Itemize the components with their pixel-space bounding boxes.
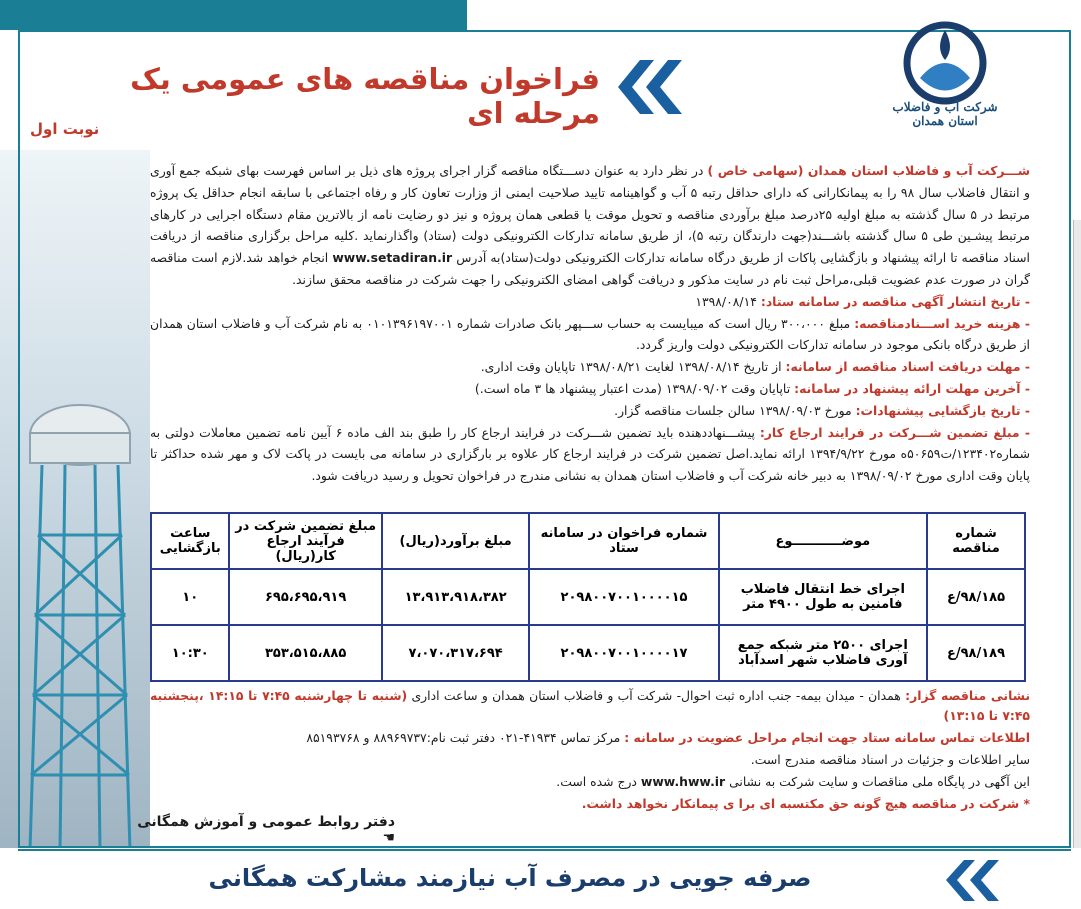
address-line <box>150 686 1030 726</box>
contact-section <box>150 686 1030 816</box>
page-title: فراخوان مناقصه های عمومی یک مرحله ای <box>130 62 600 130</box>
docs-deadline-line <box>150 356 1030 378</box>
intro-paragraph <box>150 160 1030 291</box>
header-guarantee: مبلغ تضمین شرکت در فرآیند ارجاع کار(ریال) <box>229 513 381 569</box>
contact-value: مرکز تماس ۴۱۹۳۴-۰۲۱ دفتر ثبت نام:۸۸۹۶۹۷۳۷ و ۸۵۱۹۳۷۶۸ <box>306 730 621 745</box>
cell-tender-no: ۹۸/۱۸۵/ع <box>927 569 1025 625</box>
cell-call-no: ۲۰۹۸۰۰۷۰۰۱۰۰۰۰۱۷ <box>529 625 718 681</box>
announcement-body <box>150 160 1030 487</box>
fee-line <box>150 313 1030 357</box>
table-header-row <box>151 513 1025 569</box>
header-opening-time: ساعت بازگشایی <box>151 513 229 569</box>
website-line <box>150 772 1030 792</box>
guarantee-label: - مبلغ تضمین شـــرکت در فرایند ارجاع کار: <box>759 424 1030 440</box>
address-value: همدان - میدان بیمه- جنب اداره ثبت احوال- شرکت آب و فاضلاب استان همدان و ساعت اداری <box>411 688 901 703</box>
publish-date-label: - تاریخ انتشار آگهی مناقصه در سامانه ستاد: <box>760 293 1030 309</box>
cell-estimate: ۷،۰۷۰،۳۱۷،۶۹۴ <box>382 625 530 681</box>
cell-opening-time: ۱۰:۳۰ <box>151 625 229 681</box>
intro-tail: انجام خواهد شد.لازم است مناقصه گران در صورت عدم عضویت قبلی،مراحل ثبت نام در سایت مذکور و دریافت گواهی امضای الکترونیکی را جهت شرکت در مناقصه محقق سازند. <box>150 250 1030 287</box>
docs-deadline-label: - مهلت دریافت اسناد مناقصه از سامانه: <box>785 359 1030 375</box>
opening-date-value: مورخ ۱۳۹۸/۰۹/۰۳ سالن جلسات مناقصه گزار. <box>614 402 852 418</box>
pr-office-signature <box>130 814 395 846</box>
header-subject: موضـــــــــــوع <box>719 513 927 569</box>
table-row <box>151 625 1025 681</box>
cell-estimate: ۱۳،۹۱۳،۹۱۸،۳۸۲ <box>382 569 530 625</box>
docs-deadline-value: از تاریخ ۱۳۹۸/۰۸/۱۴ لغایت ۱۳۹۸/۰۸/۲۱ تاپایان وقت اداری. <box>480 359 782 375</box>
cell-opening-time: ۱۰ <box>151 569 229 625</box>
cell-subject: اجرای خط انتقال فاضلاب فامنین به طول ۴۹۰۰ متر <box>719 569 927 625</box>
contact-line <box>150 728 1030 748</box>
header-tender-no: شماره مناقصه <box>927 513 1025 569</box>
chevron-left-icon <box>940 858 1005 903</box>
fee-value: مبلغ ۳۰۰،۰۰۰ ریال است که میبایست به حساب ســـپهر بانک صادرات شماره ۰۱۰۱۳۹۶۱۹۷۰۰۱ به نام شرکت آب و فاضلاب استان همدان از طریق درگاه بانکی موجود در سامانه تدارکات الکترونیکی دولت واریز گردد. <box>150 315 1030 353</box>
cell-guarantee: ۶۹۵،۶۹۵،۹۱۹ <box>229 569 381 625</box>
chevron-left-icon <box>610 58 685 116</box>
offer-deadline-value: تاپایان وقت ۱۳۹۸/۰۹/۰۲ (مدت اعتبار پیشنهاد ها ۳ ماه است.) <box>474 380 791 396</box>
guarantee-value: پیشـــنهاددهنده باید تضمین شـــرکت در فرایند ارجاع کار را طبق بند الف ماده ۶ آیین نامه تضمین معاملات دولتی به شماره۱۲۳۴۰۲/ت۵۰۶۵۹ه مورخ ۱۳۹۴/۹/۲۲ ارائه نماید.اصل تضمین شرکت در فرایند ارجاع کار علاوه بر بارگزاری در سامانه می بایست در پاکت لاک و مهر شده حداکثر تا پایان وقت اداری مورخ ۱۳۹۸/۰۹/۰۲ به دبیر خانه شرکت آب و فاضلاب استان همدان به نشانی مندرج در فراخوان تحویل و رسید دریافت شود. <box>150 424 1031 484</box>
cell-subject: اجرای ۲۵۰۰ متر شبکه جمع آوری فاضلاب شهر اسدآباد <box>719 625 927 681</box>
disclaimer-note: * شرکت در مناقصه هیچ گونه حق مکتسبه ای برا ی پیمانکار نخواهد داشت. <box>581 796 1030 811</box>
cell-tender-no: ۹۸/۱۸۹/ع <box>927 625 1025 681</box>
contact-label: اطلاعات تماس سامانه ستاد جهت انجام مراحل عضویت در سامانه : <box>624 730 1030 745</box>
fee-label: - هزینه خرید اســـنادمناقصه: <box>854 315 1030 331</box>
cell-guarantee: ۳۵۳،۵۱۵،۸۸۵ <box>229 625 381 681</box>
publish-date-line <box>150 291 1030 313</box>
opening-date-label: - تاریخ بازگشایی پیشنهادات: <box>855 402 1030 418</box>
guarantee-line <box>150 422 1030 487</box>
logo-text: شرکت آب و فاضلاب استان همدان <box>892 100 998 128</box>
offer-deadline-line <box>150 378 1030 400</box>
intro-text: در نظر دارد به عنوان دســـتگاه مناقصه گزار اجرای پروژه های ذیل بر اساس فهرست بهای شبکه جمع آوری و انتقال فاضلاب سال ۹۸ را به پیمانکارانی که دارای حداقل رتبه ۵ آب و گواهینامه تایید صلاحیت ایمنی از وزارت تعاون کار و رفاه اجتماعی با سابقه انجام حداقل یک پروژه مرتبط در ۵ سال گذشته به مبلغ اولیه ۲۵درصد مبلغ برآوردی مناقصه و تحویل موقت یا قطعی همان پروژه و نیز دو رضایت نامه از بالاترین مقام دستگاه اجرایی در کارهای مرتبط پیشـین طی ۵ سال گذشته باشـــند(جهت دارندگان رتبه ۵)، از طریق سامانه تدارکات الکترونیکی دولت (ستاد) واگذارنماید .کلیه مراحل برگزاری مناقصه از دریافت اسناد مناقصه تا ارائه پیشنهاد و بازگشایی پاکات از طریق درگاه سامانه تدارکات الکترونیکی دولت(ستاد)به آدرس <box>150 163 1030 266</box>
round-label: نوبت اول <box>30 120 100 138</box>
address-label: نشانی مناقصه گزار: <box>905 688 1030 703</box>
page-edge-strip <box>1073 220 1081 909</box>
website-suffix: درج شده است. <box>556 774 637 789</box>
top-teal-bar <box>0 0 467 30</box>
publish-date-value: ۱۳۹۸/۰۸/۱۴ <box>695 293 757 309</box>
company-name: شـــرکت آب و فاضلاب استان همدان (سهامی خاص ) <box>707 163 1031 178</box>
opening-date-line <box>150 400 1030 422</box>
footer-slogan: صرفه جویی در مصرف آب نیازمند مشارکت همگانی <box>208 864 812 892</box>
cell-call-no: ۲۰۹۸۰۰۷۰۰۱۰۰۰۰۱۵ <box>529 569 718 625</box>
pr-office-label: دفتر روابط عمومی و آموزش همگانی <box>137 814 395 830</box>
offer-deadline-label: - آخرین مهلت ارائه پیشنهاد در سامانه: <box>794 380 1030 396</box>
office-hours: (شنبه تا چهارشنبه ۷:۴۵ تا ۱۴:۱۵ ،پنجشنبه ۷:۴۵ تا ۱۳:۱۵) <box>150 688 1030 723</box>
header-estimate: مبلغ برآورد(ریال) <box>382 513 530 569</box>
other-info-line: سایر اطلاعات و جزئیات در اسناد مناقصه مندرج است. <box>750 752 1030 767</box>
tender-table <box>150 512 1026 682</box>
table-row <box>151 569 1025 625</box>
website-link[interactable]: www.hww.ir <box>640 774 726 789</box>
header-call-no: شماره فراخوان در سامانه ستاد <box>529 513 718 569</box>
pointing-hand-icon: ☚ <box>382 830 395 846</box>
setad-url-link[interactable]: www.setadiran.ir <box>332 250 453 266</box>
website-prefix: این آگهی در پایگاه ملی مناقصات و سایت شرکت به نشانی <box>729 774 1030 789</box>
